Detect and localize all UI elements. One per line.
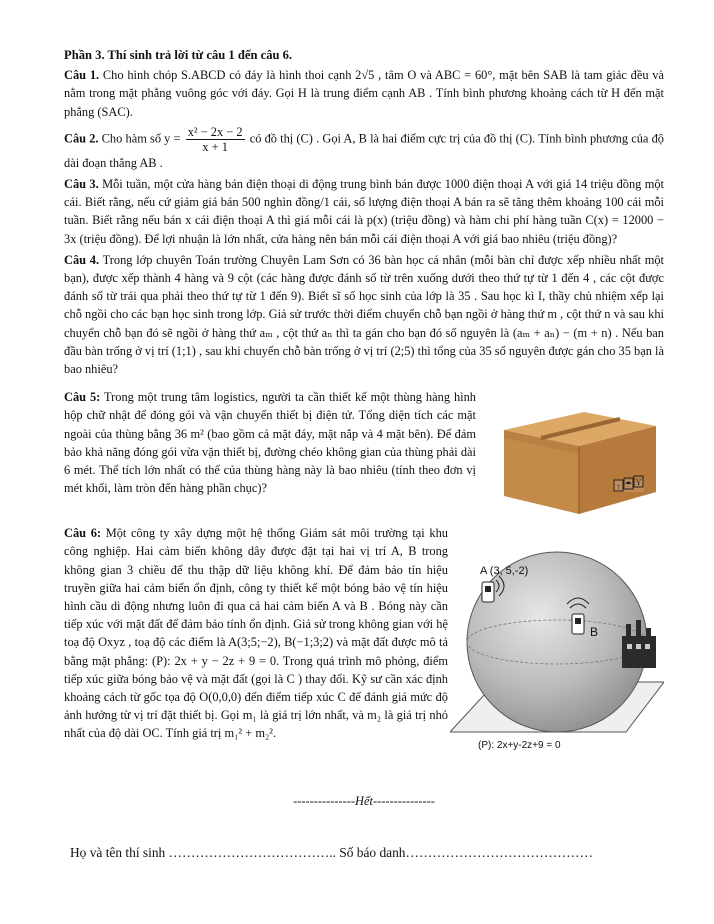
exam-page	[64, 46, 664, 810]
svg-text:Y: Y	[635, 478, 642, 488]
question-4-text: Trong lớp chuyên Toán trường Chuyên Lam Sơn có 36 bàn học cá nhân (mỗi bàn chỉ được xếp nhiều nhất một bạn), được xếp thành 4 hàng và 9 cột (các hàng được đánh số từ trên xuống dưới theo thứ tự từ 1 đến 4 , các cột được đánh số từ trái qua phải theo thứ tự từ 1 đến 9). Biết sĩ số học sinh của lớp là 35 . Sau học kì I, thầy chủ nhiệm xếp lại chỗ ngồi cho các bạn học sinh trong lớp. Giả sử trước thời điểm chuyển chỗ bạn ngồi ở hàng thứ m , cột thứ n và sau khi chuyển chỗ bạn đó sẽ ngồi ở hàng thứ aₘ , cột thứ aₙ thì ta gán cho bạn đó số nguyên là (aₘ + aₙ) − (m + n) . Nếu ban đầu bàn trống ở vị trí (1;1) , sau khi chuyển chỗ bàn trống ở vị trí (2;5) thì tổng của 35 số nguyên được gán cho 35 bạn là bao nhiêu?	[64, 252, 664, 377]
question-3	[64, 175, 664, 248]
fraction-denominator: x + 1	[202, 139, 228, 154]
question-1-text: Cho hình chóp S.ABCD có đáy là hình thoi cạnh 2√5 , tâm O và ABC = 60°, mặt bên SAB là tam giác đều và nằm trong mặt phẳng vuông góc với đáy. Gọi H là trung điểm cạnh AB . Tính bình phương khoảng cách từ H đến mặt phẳng (SAC).	[64, 68, 664, 119]
question-1-label: Câu 1.	[64, 68, 100, 83]
point-b-label: B	[590, 625, 599, 640]
question-2	[64, 125, 664, 172]
question-2-post: có đồ thị (C) . Gọi A, B là hai điểm cực trị của đồ thị (C). Tính bình phương của độ dài đoạn thẳng AB .	[64, 131, 664, 170]
candidate-info-line: Họ và tên thí sinh ……………………………….. Số báo danh……………………………………	[70, 845, 593, 860]
question-2-fraction	[186, 125, 245, 154]
question-2-label: Câu 2.	[64, 131, 99, 146]
question-6-text: Một công ty xây dựng một hệ thống Giám sát môi trường tại khu công nghiệp. Hai cảm biến không dây được đặt tại hai vị trí A, B trong không gian 3 chiều để thu thập dữ liệu không khí. Để đảm bảo tín hiệu truyền giữa hai cảm biến ổn định, công ty thiết kế một bóng bảo vệ tín hiệu hình cầu di động nhưng luôn đi qua cả hai cảm biến A và B . Bóng này cần tiếp xúc với mặt đất để đảm bảo tính ổn định. Giả sử trong không gian với hệ toạ độ Oxyz , toạ độ các điểm là A(3;5;−2), B(−1;3;2) và mặt đất được mô tả bằng mặt phẳng: (P): 2x + y − 2z + 9 = 0. Trong quá trình mô phỏng, điểm tiếp xúc giữa bóng bảo vệ và mặt đất (gọi là C ) thay đổi. Kỹ sư cần xác định khoảng cách từ gốc tọa độ O(0,0,0) đến điểm tiếp xúc C để đánh giá mức độ ảnh hưởng từ vị trí đặt thiết bị. Gọi m₁ là giá trị lớn nhất, và m₂ là giá trị nhỏ nhất của độ dài OC. Tính giá trị m₁² + m₂².	[64, 526, 448, 741]
question-5-body	[64, 388, 476, 497]
question-6	[64, 524, 664, 786]
point-a-label: A (3, 5,-2)	[480, 565, 529, 578]
fraction-numerator: x² − 2x − 2	[187, 124, 243, 139]
question-5-label: Câu 5:	[64, 390, 101, 405]
question-5-text: Trong một trung tâm logistics, người ta cần thiết kế một thùng hàng hình hộp chữ nhật để đóng gói và vận chuyển thiết bị điện tử. Tổng diện tích các mặt ngoài của thùng bằng 36 m² (bao gồm cả mặt đáy, mặt nắp và 4 mặt bên). Để đảm bảo khả năng đóng gói vừa vặn thiết bị, đường chéo không gian của thùng phải dài 6 mét. Thể tích lớn nhất có thể của thùng hàng này là bao nhiêu (tính theo đơn vị mét khối, làm tròn đến hàng phần chục)?	[64, 390, 476, 496]
question-4-label: Câu 4.	[64, 252, 100, 267]
question-3-label: Câu 3.	[64, 177, 99, 192]
cardboard-box-image	[484, 388, 664, 516]
section-heading: Phần 3. Thí sinh trả lời từ câu 1 đến câu 6.	[64, 48, 293, 62]
question-4	[64, 251, 664, 378]
plane-equation-label: (P): 2x+y-2z+9 = 0	[478, 740, 561, 752]
question-5	[64, 388, 664, 516]
sphere-sensor-figure	[450, 532, 664, 752]
question-6-label: Câu 6:	[64, 526, 102, 541]
svg-text:☂: ☂	[624, 480, 633, 490]
question-6-body	[64, 524, 448, 742]
factory-icon	[622, 620, 656, 668]
question-3-text: Mỗi tuần, một cửa hàng bán điện thoại di động trung bình bán được 1000 điện thoại A với giá 14 triệu đồng một cái. Biết rằng, nếu cứ giảm giá bán 500 nghìn đồng/1 cái, số lượng điện thoại A bán ra sẽ tăng thêm khoảng 100 cái mỗi tuần. Biết rằng nếu bán x cái điện thoại A thì giá mỗi cái là p(x) (triệu đồng) và hàm chi phí hàng tuần C(x) = 12000 − 3x (triệu đồng). Để lợi nhuận là lớn nhất, cửa hàng nên bán mỗi cái điện thoại A với giá bao nhiêu (triệu đồng)?	[64, 177, 664, 246]
question-1	[64, 66, 664, 121]
svg-text:↑: ↑	[616, 482, 621, 492]
end-marker: ---------------Hết---------------	[293, 794, 435, 809]
question-2-pre: Cho hàm số y =	[101, 131, 181, 146]
